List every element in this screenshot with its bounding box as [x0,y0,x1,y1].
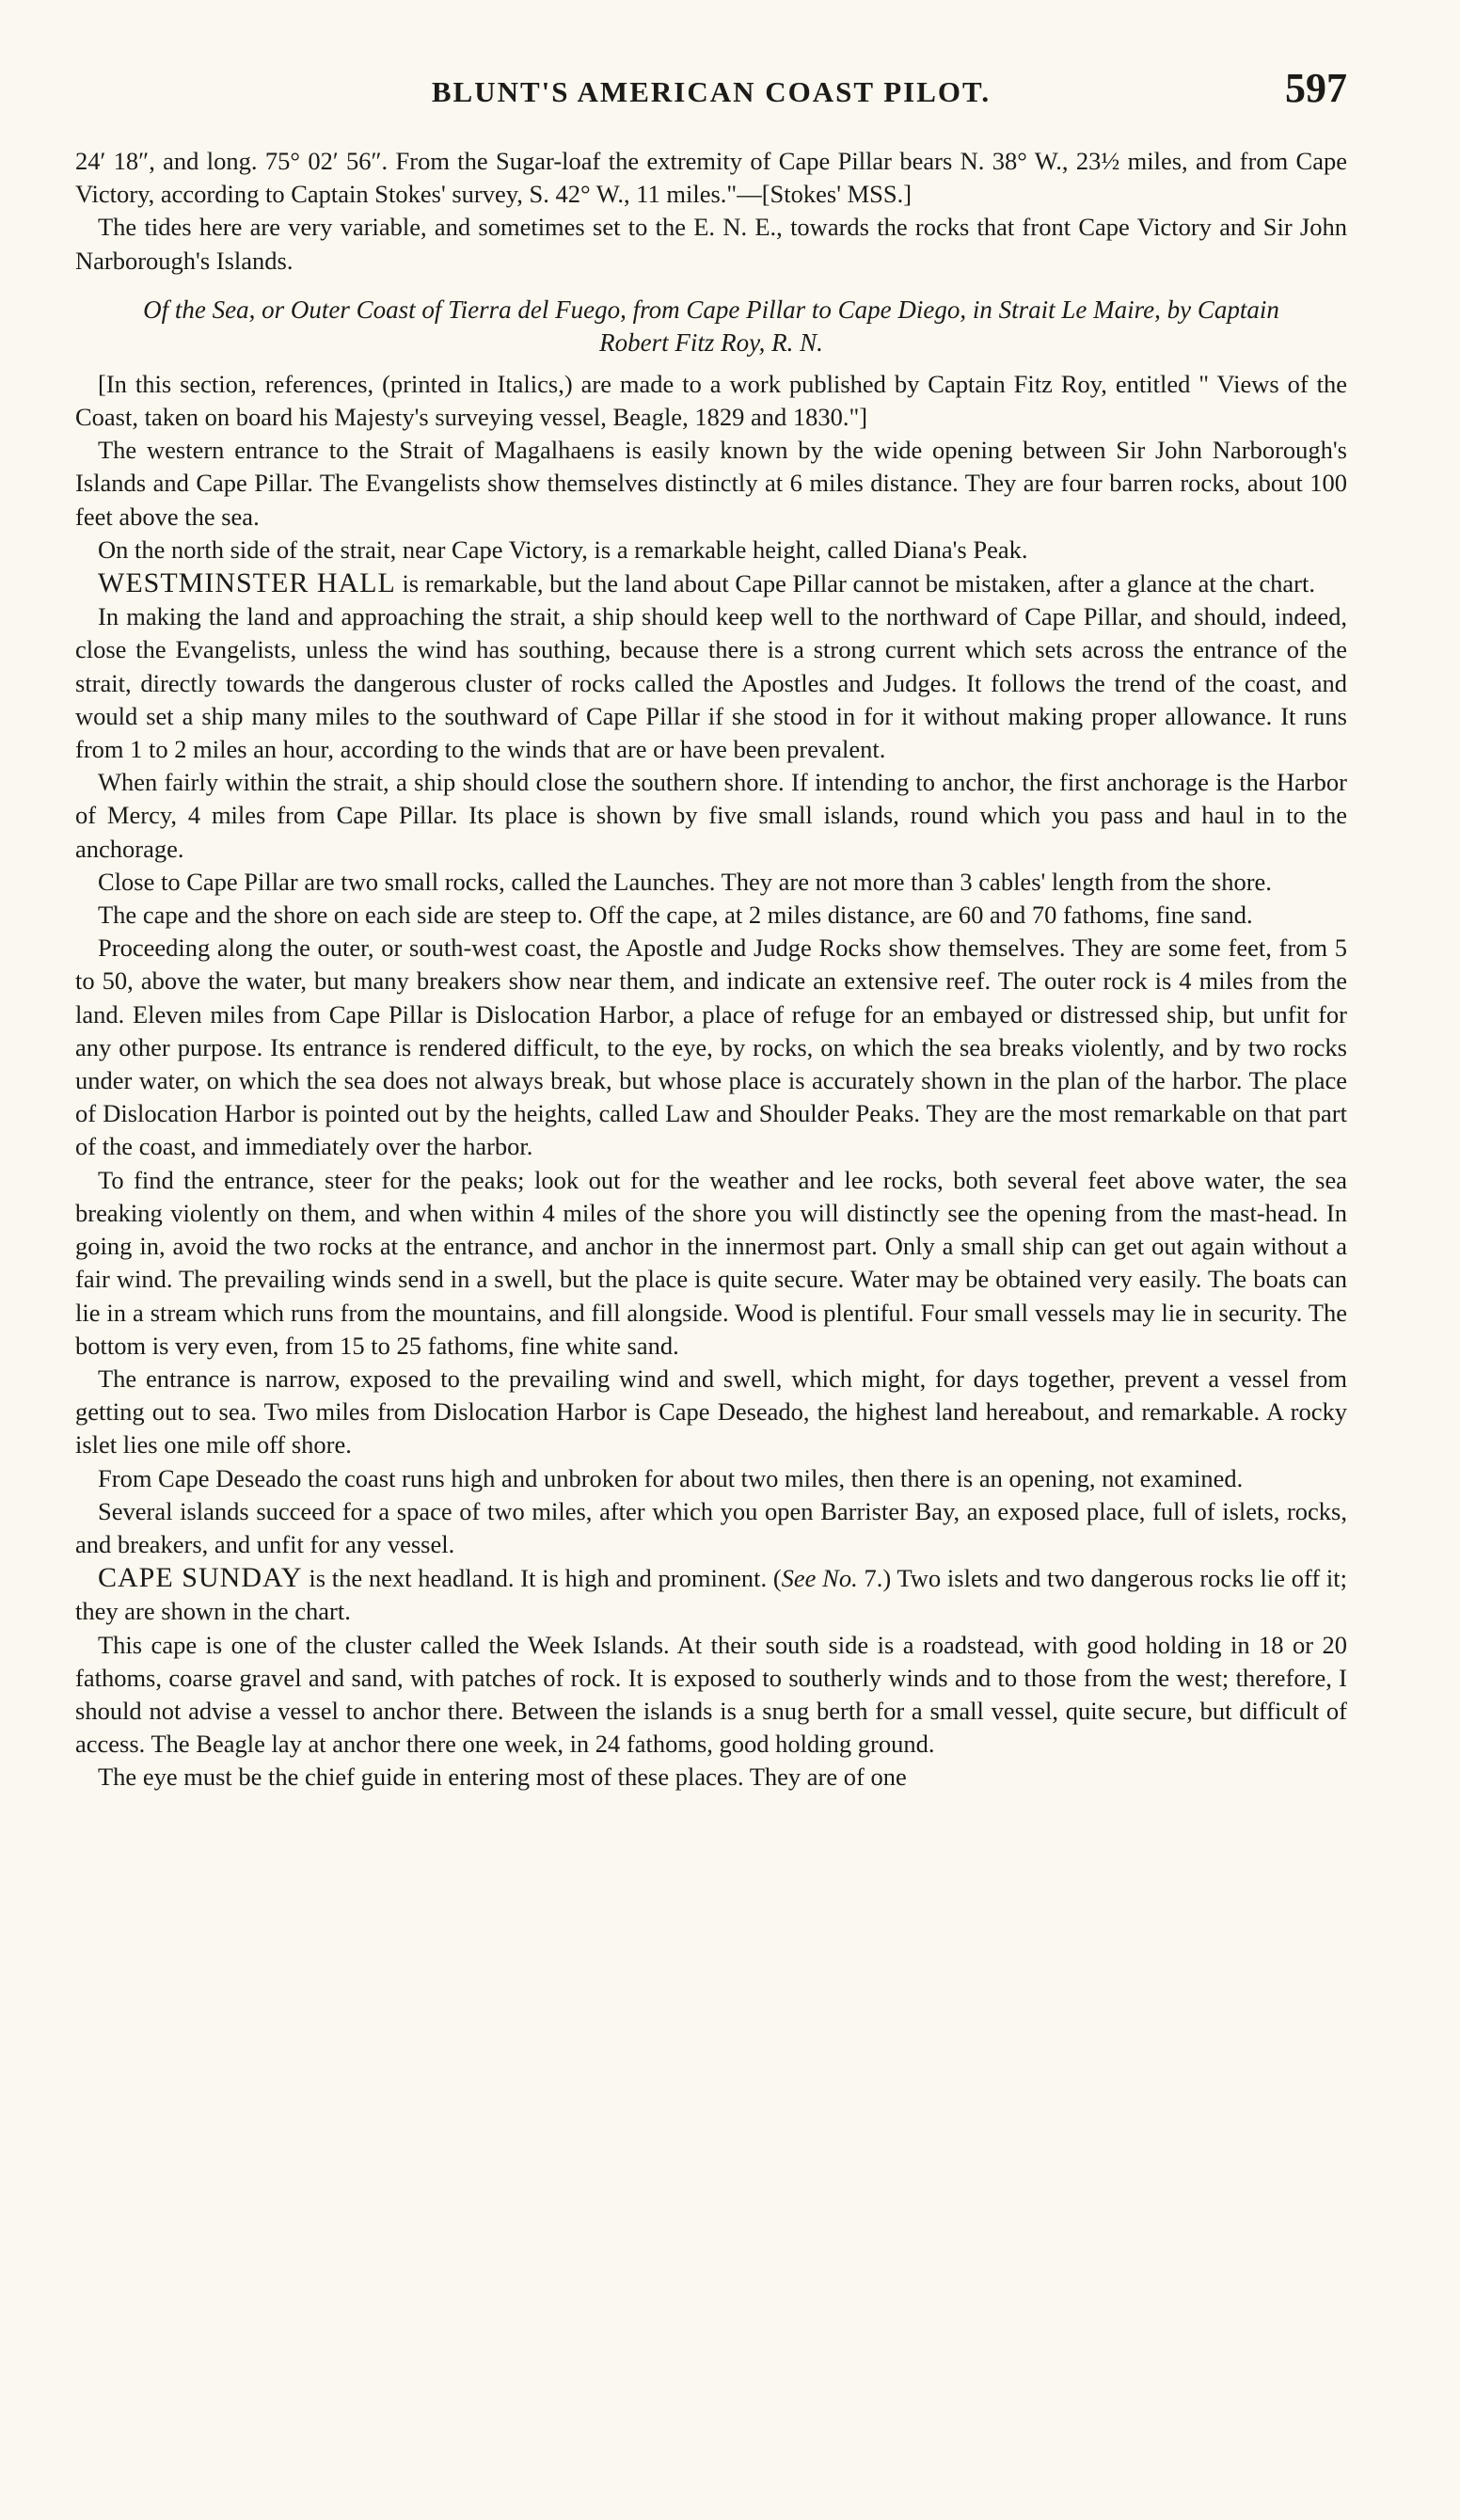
paragraph-apostle-judge-rocks: Proceeding along the outer, or south-west coast, the Apostle and Judge Rocks show themselves. They are some feet, from 5 to 50, above the water, but many breakers show near them, and indicate an extensive reef. The outer rock is 4 miles from the land. Eleven miles from Cape Pillar is Dislocation Harbor, a place of refuge for an embayed or distressed ship, but unfit for any other purpose. Its entrance is rendered difficult, to the eye, by rocks, on which the sea breaks violently, and by two rocks under water, on which the sea does not always break, but whose place is accurately shown in the plan of the harbor. The place of Dislocation Harbor is pointed out by the heights, called Law and Shoulder Peaks. They are the most remarkable on that part of the coast, and immediately over the harbor. [75,933,1347,1161]
paragraph-find-entrance: To find the entrance, steer for the peaks; look out for the weather and lee rocks, both several feet above water, the sea breaking violently on them, and when within 4 miles of the shore you will distinctly see the opening from the mast-head. In going in, avoid the two rocks at the entrance, and anchor in the innermost part. Only a small ship can get out again without a fair wind. The prevailing winds send in a swell, but the place is quite secure. Water may be obtained very easily. The boats can lie in a stream which runs from the mountains, and fill alongside. Wood is plentiful. Four small vessels may lie in security. The bottom is very even, from 15 to 25 fathoms, fine white sand. [75,1165,1347,1360]
paragraph-cape-sunday [75,1561,1347,1628]
cape-sunday-reference: See No. [781,1564,858,1593]
paragraph-narrow-entrance: The entrance is narrow, exposed to the prevailing wind and swell, which might, for days together, prevent a vessel from getting out to sea. Two miles from Dislocation Harbor is Cape Deseado, the highest land hereabout, and remarkable. A rocky islet lies one mile off shore. [75,1364,1347,1459]
cape-sunday-caps: CAPE SUNDAY [98,1562,303,1594]
paragraph-tides: The tides here are very variable, and sometimes set to the E. N. E., towards the rocks that front Cape Victory and Sir John Narborough's Islands. [75,213,1347,275]
running-head: BLUNT'S AMERICAN COAST PILOT. [431,75,992,108]
paragraph-launches: Close to Cape Pillar are two small rocks, called the Launches. They are not more than 3 cables' length from the shore. [98,867,1272,896]
westminster-hall-caps: WESTMINSTER HALL [98,567,396,599]
paragraph-barrister-bay: Several islands succeed for a space of two miles, after which you open Barrister Bay, an exposed place, full of islets, rocks, and breakers, and unfit for any vessel. [75,1496,1347,1558]
paragraph-southern-shore: When fairly within the strait, a ship should close the southern shore. If intending to anchor, the first anchorage is the Harbor of Mercy, 4 miles from Cape Pillar. Its place is shown by five small islands, round which you pass and haul in to the anchorage. [75,768,1347,863]
paragraph-continuation: 24′ 18″, and long. 75° 02′ 56″. From the Sugar-loaf the extremity of Cape Pillar bears N. 38° W., 23½ miles, and from Cape Victory, according to Captain Stokes' survey, S. 42° W., 11 miles."—[Stokes' MSS.] [75,147,1347,209]
paragraph-cape-deseado: From Cape Deseado the coast runs high and unbroken for about two miles, then there is an opening, not examined. [98,1463,1244,1492]
page-number: 597 [1285,65,1347,111]
cape-sunday-text-end: 7.) Two islets and two dangerous rocks lie off it; they are shown in the chart. [75,1564,1347,1626]
paragraph-westminster-hall [75,566,1347,600]
westminster-hall-text: is remarkable, but the land about Cape Pillar cannot be mistaken, after a glance at the chart. [395,569,1315,598]
paragraph-approaching-strait: In making the land and approaching the strait, a ship should keep well to the northward of Cape Pillar, and should, indeed, close the Evangelists, unless the wind has southing, because there is a strong current which sets across the entrance of the strait, directly towards the dangerous cluster of rocks called the Apostles and Judges. It follows the trend of the coast, and would set a ship many miles to the southward of Cape Pillar if she stood in for it without making proper allowance. It runs from 1 to 2 miles an hour, according to the winds that are or have been prevalent. [75,602,1347,764]
paragraph-cape-steep: The cape and the shore on each side are steep to. Off the cape, at 2 miles distance, are 60 and 70 fathoms, fine sand. [98,901,1253,930]
paragraph-references-note: [In this section, references, (printed in Italics,) are made to a work published by Captain Fitz Roy, entitled " Views of the Coast, taken on board his Majesty's surveying vessel, Beagle, 1829 and 1830."] [75,369,1347,432]
paragraph-western-entrance: The western entrance to the Strait of Magalhaens is easily known by the wide opening between Sir John Narborough's Islands and Cape Pillar. The Evangelists show themselves distinctly at 6 miles distance. They are four barren rocks, about 100 feet above the sea. [75,436,1347,531]
paragraph-week-islands: This cape is one of the cluster called the Week Islands. At their south side is a roadstead, with good holding in 18 or 20 fathoms, coarse gravel and sand, with patches of rock. It is exposed to southerly winds and to those from the west; therefore, I should not advise a vessel to anchor there. Between the islands is a snug berth for a small vessel, quite secure, but difficult of access. The Beagle lay at anchor there one week, in 24 fathoms, good holding ground. [75,1630,1347,1759]
paragraph-eye-guide: The eye must be the chief guide in entering most of these places. They are of one [98,1762,907,1792]
paragraph-dianas-peak: On the north side of the strait, near Cape Victory, is a remarkable height, called Diana's Peak. [98,534,1028,564]
cape-sunday-text: is the next headland. It is high and prominent. ( [302,1564,782,1593]
page-header [75,62,1347,119]
section-title: Of the Sea, or Outer Coast of Tierra del Fuego, from Cape Pillar to Cape Diego, in Strait Le Maire, by Captain Robert Fitz Roy, R. N. [143,295,1279,357]
body-text [75,145,1347,1794]
